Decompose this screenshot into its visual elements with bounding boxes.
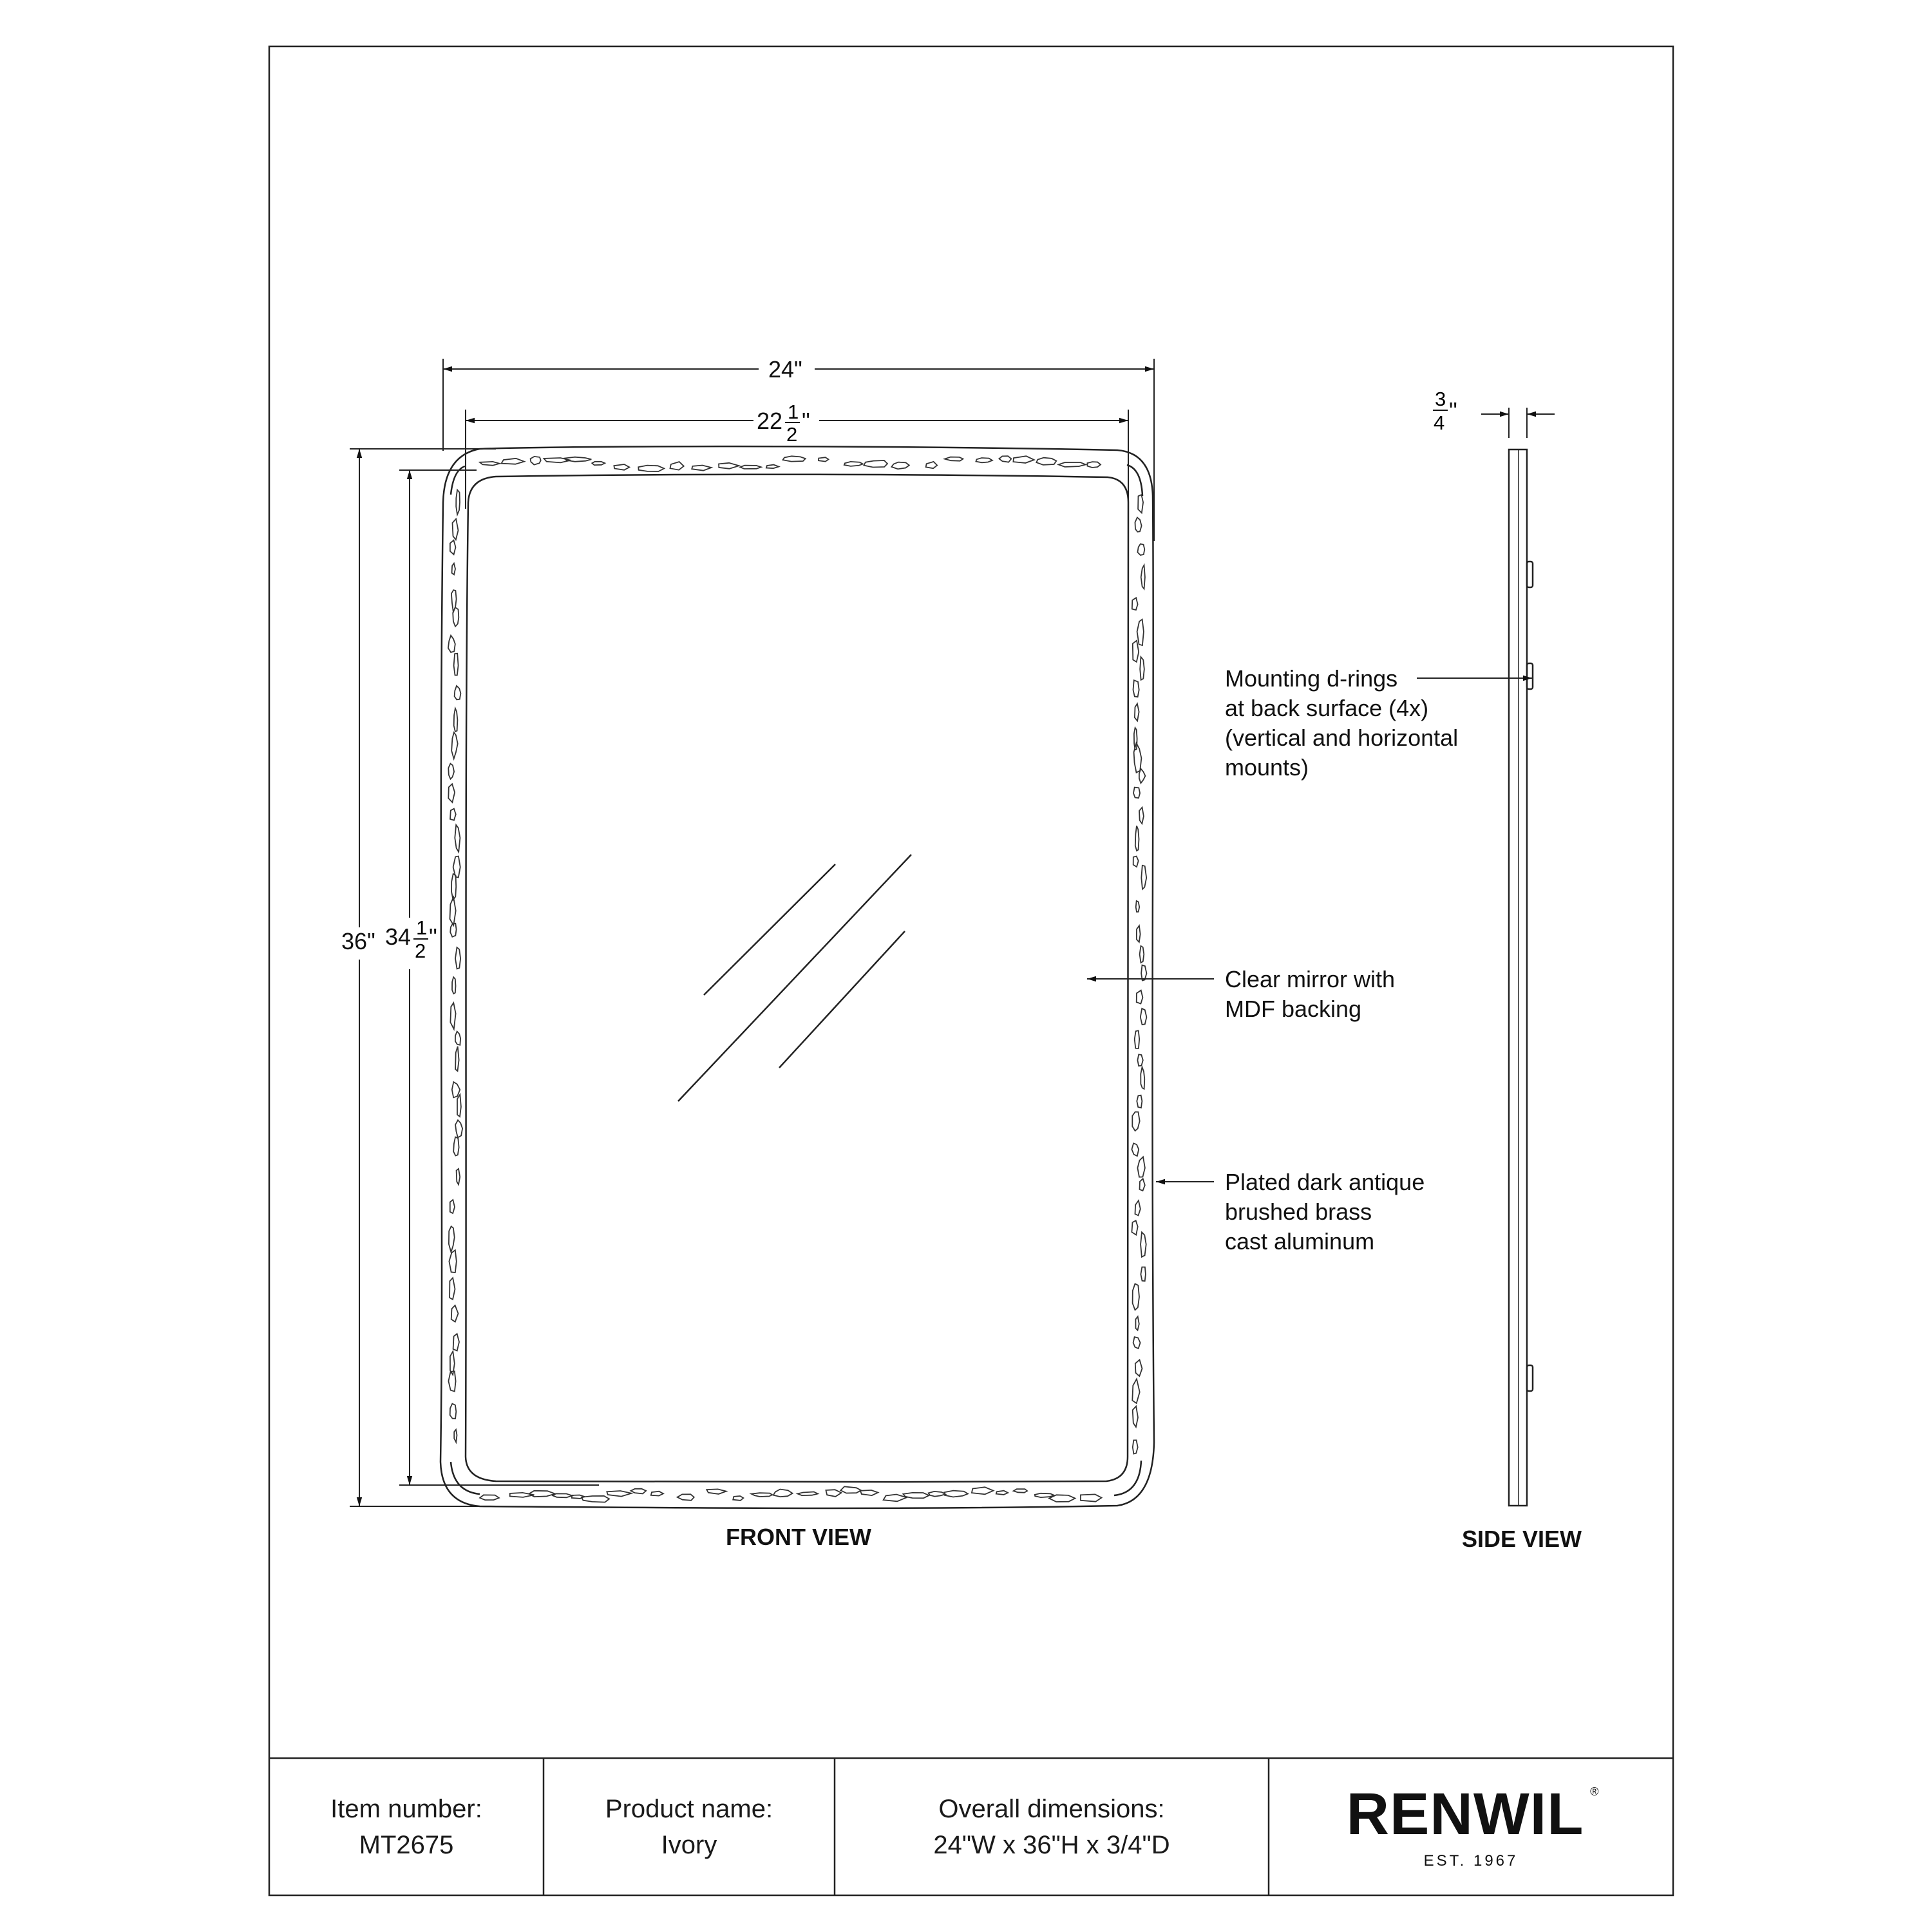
callout-frame bbox=[1156, 1169, 1425, 1255]
texture-mark bbox=[819, 457, 829, 461]
texture-mark bbox=[1137, 1157, 1145, 1177]
callout-frame-line-3: cast aluminum bbox=[1225, 1228, 1375, 1255]
dim-inner-height-denominator: 2 bbox=[415, 940, 426, 962]
texture-mark bbox=[453, 519, 459, 540]
texture-mark bbox=[903, 1493, 929, 1498]
texture-mark bbox=[1141, 1267, 1146, 1282]
texture-mark bbox=[1135, 1200, 1141, 1215]
d-ring-1 bbox=[1527, 562, 1533, 587]
texture-mark bbox=[450, 897, 456, 925]
texture-mark bbox=[1087, 462, 1101, 468]
registered-mark: ® bbox=[1590, 1785, 1600, 1798]
texture-mark bbox=[1137, 990, 1143, 1004]
dim-inner-height-whole: 34 bbox=[385, 923, 412, 950]
mirror-frame-outer bbox=[440, 446, 1154, 1508]
texture-mark bbox=[455, 947, 460, 969]
texture-mark bbox=[448, 784, 455, 802]
texture-mark bbox=[1140, 657, 1144, 680]
frame-bevel-bottom-left bbox=[451, 1462, 480, 1494]
texture-mark bbox=[480, 462, 500, 466]
texture-mark bbox=[480, 1495, 499, 1500]
texture-mark bbox=[1137, 1054, 1142, 1066]
texture-mark bbox=[457, 1095, 461, 1117]
texture-mark bbox=[1137, 1095, 1142, 1108]
texture-mark bbox=[450, 1404, 457, 1419]
texture-mark bbox=[450, 1278, 455, 1300]
texture-mark bbox=[1133, 1406, 1138, 1427]
texture-mark bbox=[1140, 946, 1144, 963]
texture-mark bbox=[1059, 462, 1086, 467]
dimension-overall-width bbox=[443, 359, 1154, 541]
title-block-overall-dimensions bbox=[835, 1758, 1269, 1895]
texture-mark bbox=[529, 1491, 556, 1497]
texture-mark bbox=[1136, 901, 1140, 912]
texture-mark bbox=[1140, 1179, 1145, 1191]
texture-mark bbox=[1135, 826, 1139, 851]
texture-mark bbox=[631, 1489, 647, 1494]
glare-line-3 bbox=[779, 931, 905, 1068]
frame-bevel-top-right bbox=[1127, 465, 1142, 496]
texture-mark bbox=[773, 1490, 793, 1497]
texture-mark bbox=[1139, 808, 1144, 824]
frame-hammered-texture bbox=[448, 456, 1147, 1502]
dim-inner-width-unit: " bbox=[802, 408, 810, 434]
texture-mark bbox=[844, 462, 863, 466]
texture-mark bbox=[450, 1200, 455, 1213]
texture-mark bbox=[692, 466, 711, 471]
texture-mark bbox=[455, 1032, 460, 1045]
texture-mark bbox=[1139, 769, 1146, 783]
texture-mark bbox=[1137, 620, 1144, 645]
texture-mark bbox=[797, 1492, 818, 1496]
texture-mark bbox=[1135, 1360, 1142, 1376]
title-block-product-name bbox=[544, 1758, 835, 1895]
product-name-label: Product name: bbox=[605, 1794, 773, 1823]
texture-mark bbox=[1135, 704, 1139, 721]
texture-mark bbox=[449, 1226, 455, 1252]
texture-mark bbox=[1132, 598, 1138, 610]
texture-mark bbox=[455, 1046, 459, 1071]
front-view-label: FRONT VIEW bbox=[726, 1524, 871, 1550]
texture-mark bbox=[1036, 458, 1056, 465]
texture-mark bbox=[1135, 1030, 1140, 1048]
texture-mark bbox=[1133, 1440, 1138, 1454]
callout-mounting-line-2: at back surface (4x) bbox=[1225, 695, 1429, 721]
texture-mark bbox=[1133, 1337, 1141, 1349]
texture-mark bbox=[740, 466, 761, 469]
texture-mark bbox=[840, 1486, 861, 1493]
texture-mark bbox=[1014, 1489, 1027, 1493]
texture-mark bbox=[1081, 1494, 1102, 1501]
texture-mark bbox=[455, 825, 460, 852]
texture-mark bbox=[1137, 544, 1144, 556]
texture-mark bbox=[448, 764, 454, 779]
dimension-inner-height bbox=[399, 470, 599, 1485]
texture-mark bbox=[766, 465, 779, 469]
callout-frame-line-2: brushed brass bbox=[1225, 1198, 1372, 1225]
texture-mark bbox=[454, 708, 458, 732]
texture-mark bbox=[1141, 565, 1145, 589]
texture-mark bbox=[706, 1489, 726, 1494]
dim-label-inner-width bbox=[757, 401, 810, 446]
mirror-glare-lines bbox=[678, 855, 911, 1101]
side-view-profile bbox=[1509, 450, 1533, 1506]
texture-mark bbox=[456, 490, 460, 515]
front-view-mirror bbox=[440, 446, 1154, 1508]
texture-mark bbox=[926, 462, 938, 468]
texture-mark bbox=[719, 463, 739, 469]
callout-mounting-line-3: (vertical and horizontal bbox=[1225, 724, 1459, 751]
dim-label-depth bbox=[1433, 388, 1457, 434]
texture-mark bbox=[972, 1487, 994, 1494]
texture-mark bbox=[733, 1496, 743, 1501]
dim-label-overall-width: 24" bbox=[768, 356, 802, 383]
texture-mark bbox=[450, 809, 456, 820]
texture-mark bbox=[453, 1137, 459, 1156]
dimension-depth bbox=[1481, 408, 1555, 438]
overall-dimensions-value: 24"W x 36"H x 3/4"D bbox=[933, 1830, 1170, 1859]
dim-label-inner-height bbox=[385, 916, 437, 962]
brand-name-text: RENWIL bbox=[1346, 1781, 1584, 1847]
sheet-border bbox=[269, 46, 1673, 1895]
texture-mark bbox=[451, 732, 458, 759]
texture-mark bbox=[860, 1490, 878, 1495]
texture-mark bbox=[1132, 1220, 1137, 1235]
dim-inner-width-numerator: 1 bbox=[788, 401, 799, 423]
texture-mark bbox=[1132, 1143, 1139, 1156]
texture-mark bbox=[638, 466, 664, 471]
side-view-label: SIDE VIEW bbox=[1462, 1526, 1582, 1552]
texture-mark bbox=[448, 636, 455, 652]
texture-mark bbox=[651, 1492, 663, 1496]
texture-mark bbox=[450, 540, 456, 554]
texture-mark bbox=[502, 459, 524, 464]
texture-mark bbox=[452, 1082, 460, 1097]
d-ring-2 bbox=[1527, 663, 1533, 689]
texture-mark bbox=[452, 977, 456, 994]
texture-mark bbox=[453, 1334, 459, 1350]
mirror-glass-edge bbox=[466, 475, 1128, 1482]
texture-mark bbox=[453, 607, 459, 627]
callout-mounting-line-4: mounts) bbox=[1225, 754, 1309, 781]
callout-mirror-line-2: MDF backing bbox=[1225, 996, 1362, 1022]
d-ring-3 bbox=[1527, 1365, 1533, 1391]
texture-mark bbox=[891, 462, 909, 469]
callout-frame-line-1: Plated dark antique bbox=[1225, 1169, 1425, 1195]
texture-mark bbox=[454, 654, 459, 676]
texture-mark bbox=[1132, 1112, 1139, 1132]
texture-mark bbox=[1141, 1067, 1144, 1089]
dim-inner-width-whole: 22 bbox=[757, 408, 783, 434]
overall-dimensions-label: Overall dimensions: bbox=[938, 1794, 1165, 1823]
texture-mark bbox=[450, 1003, 455, 1029]
texture-mark bbox=[999, 456, 1011, 462]
texture-mark bbox=[553, 1493, 572, 1497]
dim-inner-height-numerator: 1 bbox=[416, 916, 428, 939]
texture-mark bbox=[677, 1494, 694, 1501]
texture-mark bbox=[976, 458, 992, 462]
texture-mark bbox=[1135, 518, 1142, 532]
texture-mark bbox=[945, 457, 963, 461]
texture-mark bbox=[614, 464, 629, 470]
callout-mirror-line-1: Clear mirror with bbox=[1225, 966, 1396, 992]
texture-mark bbox=[455, 1120, 462, 1137]
callout-mounting bbox=[1225, 665, 1532, 781]
texture-mark bbox=[455, 686, 461, 700]
dim-inner-width-denominator: 2 bbox=[786, 423, 798, 446]
texture-mark bbox=[826, 1490, 841, 1497]
title-block-item-number bbox=[269, 1758, 544, 1895]
callout-mounting-line-1: Mounting d-rings bbox=[1225, 665, 1398, 692]
item-number-label: Item number: bbox=[330, 1794, 482, 1823]
texture-mark bbox=[582, 1496, 609, 1502]
dim-depth-denominator: 4 bbox=[1434, 412, 1445, 434]
texture-mark bbox=[670, 462, 684, 470]
texture-mark bbox=[752, 1493, 773, 1497]
brand-logo bbox=[1269, 1758, 1673, 1895]
callout-mirror bbox=[1087, 966, 1395, 1022]
glare-line-2 bbox=[678, 855, 911, 1101]
brand-established: EST. 1967 bbox=[1423, 1852, 1519, 1870]
item-number-value: MT2675 bbox=[359, 1830, 454, 1859]
side-profile-body bbox=[1509, 450, 1527, 1506]
texture-mark bbox=[1132, 1379, 1139, 1403]
texture-mark bbox=[864, 460, 887, 468]
texture-mark bbox=[996, 1491, 1008, 1495]
texture-mark bbox=[944, 1491, 968, 1497]
texture-mark bbox=[1135, 1316, 1139, 1330]
title-block bbox=[269, 1758, 1673, 1895]
texture-mark bbox=[1133, 1283, 1139, 1310]
texture-mark bbox=[929, 1492, 946, 1497]
texture-mark bbox=[449, 1250, 456, 1273]
texture-mark bbox=[1133, 788, 1140, 799]
dim-inner-height-unit: " bbox=[429, 923, 437, 950]
texture-mark bbox=[1013, 456, 1034, 463]
texture-mark bbox=[1133, 857, 1139, 867]
dim-label-overall-height: 36" bbox=[341, 928, 375, 954]
texture-mark bbox=[457, 1169, 460, 1185]
texture-mark bbox=[592, 462, 605, 465]
texture-mark bbox=[1138, 495, 1143, 513]
texture-mark bbox=[1133, 680, 1139, 697]
texture-mark bbox=[783, 456, 806, 461]
texture-mark bbox=[452, 564, 456, 575]
glare-line-1 bbox=[704, 864, 835, 995]
texture-mark bbox=[451, 590, 457, 612]
texture-mark bbox=[531, 457, 541, 465]
texture-mark bbox=[451, 1305, 459, 1322]
texture-mark bbox=[1133, 641, 1139, 662]
texture-mark bbox=[454, 1430, 457, 1443]
texture-mark bbox=[1134, 743, 1142, 773]
texture-mark bbox=[1141, 1009, 1147, 1025]
brand-wordmark bbox=[1346, 1781, 1600, 1847]
texture-mark bbox=[884, 1495, 907, 1502]
texture-mark bbox=[1141, 1232, 1146, 1256]
texture-mark bbox=[1141, 866, 1146, 889]
texture-mark bbox=[607, 1491, 631, 1497]
texture-mark bbox=[1049, 1495, 1075, 1502]
dimension-overall-height bbox=[350, 449, 496, 1506]
product-name-value: Ivory bbox=[661, 1830, 717, 1859]
texture-mark bbox=[1137, 925, 1141, 942]
dim-depth-numerator: 3 bbox=[1435, 388, 1446, 410]
dim-depth-unit: " bbox=[1449, 397, 1457, 424]
